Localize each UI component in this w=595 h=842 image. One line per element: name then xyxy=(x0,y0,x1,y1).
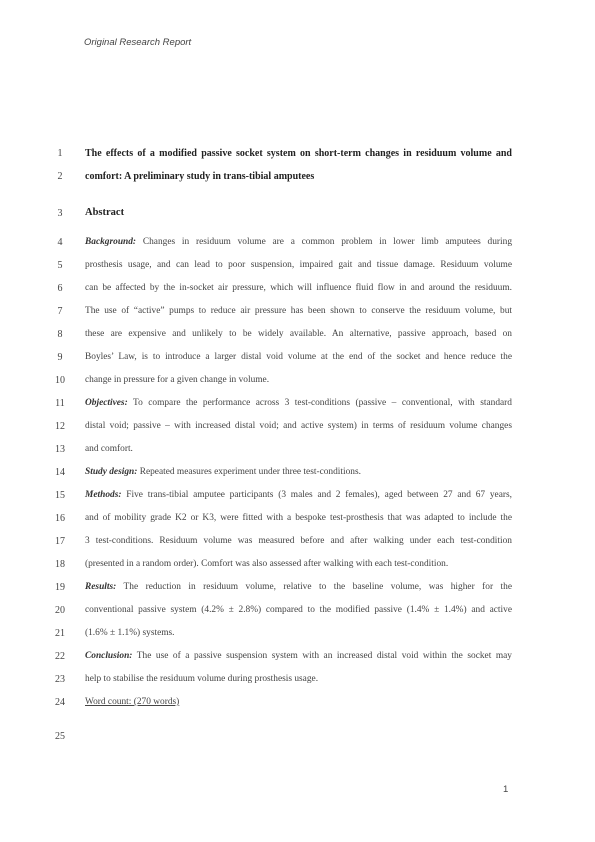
background-line: can be affected by the in-socket air pressure, which will influence fluid flow in and around the residuum. xyxy=(85,283,512,293)
methods-text: Five trans-tibial amputee participants (3 males and 2 females), aged between 27 and 67 years, xyxy=(126,490,512,500)
objectives-text: To compare the performance across 3 test-conditions (passive – conventional, with standard xyxy=(133,398,512,408)
background-text: Changes in residuum volume are a common problem in lower limb amputees during xyxy=(142,237,513,247)
line-number: 7 xyxy=(57,306,63,317)
paper-title-line-2: comfort: A preliminary study in trans-tibial amputees xyxy=(85,171,315,182)
background-line: The use of “active” pumps to reduce air pressure has been shown to conserve the residuum volume, but xyxy=(85,306,512,316)
line-number: 8 xyxy=(57,329,63,340)
line-number: 3 xyxy=(57,208,63,219)
methods-line: 3 test-conditions. Residuum volume was measured before and after walking under each test-condition xyxy=(85,536,512,546)
line-number: 9 xyxy=(57,352,63,363)
objectives-line xyxy=(85,398,512,408)
background-line: these are expensive and unlikely to be widely available. An alternative, passive approach, based on xyxy=(85,329,512,339)
line-number: 4 xyxy=(57,237,63,248)
study-design-line xyxy=(85,467,512,477)
objectives-line: and comfort. xyxy=(85,444,133,454)
background-line: Boyles’ Law, is to introduce a larger distal void volume at the end of the socket and hence reduce the xyxy=(85,352,512,362)
line-number: 12 xyxy=(55,421,65,432)
objectives-line: distal void; passive – with increased distal void; and active system) in terms of residuum volume changes xyxy=(85,421,512,431)
background-line: change in pressure for a given change in volume. xyxy=(85,375,270,385)
line-number: 16 xyxy=(55,513,65,524)
line-number: 10 xyxy=(55,375,65,386)
running-header: Original Research Report xyxy=(84,37,192,48)
line-number: 15 xyxy=(55,490,65,501)
word-count: Word count: (270 words) xyxy=(85,697,180,707)
abstract-heading: Abstract xyxy=(85,207,125,218)
line-number: 23 xyxy=(55,674,65,685)
line-number: 21 xyxy=(55,628,65,639)
objectives-label: Objectives: xyxy=(85,398,128,408)
line-number: 19 xyxy=(55,582,65,593)
results-label: Results: xyxy=(85,582,117,592)
results-text: The reduction in residuum volume, relative to the baseline volume, was higher for the xyxy=(123,582,512,592)
paper-title-line-1: The effects of a modified passive socket system on short-term changes in residuum volume and xyxy=(85,148,512,159)
study-design-label: Study design: xyxy=(85,467,138,477)
methods-line: (presented in a random order). Comfort was also assessed after walking with each test-condition. xyxy=(85,559,449,569)
conclusion-line: help to stabilise the residuum volume during prosthesis usage. xyxy=(85,674,319,684)
line-number: 18 xyxy=(55,559,65,570)
results-line xyxy=(85,582,512,592)
page-number: 1 xyxy=(503,784,509,795)
line-number: 6 xyxy=(57,283,63,294)
line-number: 20 xyxy=(55,605,65,616)
line-number: 2 xyxy=(57,171,63,182)
background-line xyxy=(85,237,512,247)
background-label: Background: xyxy=(85,237,137,247)
line-number: 22 xyxy=(55,651,65,662)
conclusion-text: The use of a passive suspension system with an increased distal void within the socket may xyxy=(136,651,512,661)
line-number: 14 xyxy=(55,467,65,478)
results-line: conventional passive system (4.2% ± 2.8%) compared to the modified passive (1.4% ± 1.4%) and active xyxy=(85,605,512,615)
line-number: 11 xyxy=(55,398,65,409)
methods-line: and of mobility grade K2 or K3, were fitted with a bespoke test-prosthesis that was adapted to include the xyxy=(85,513,512,523)
line-number: 25 xyxy=(55,731,65,742)
results-line: (1.6% ± 1.1%) systems. xyxy=(85,628,175,638)
background-line: prosthesis usage, and can lead to poor suspension, impaired gait and tissue damage. Residuum volume xyxy=(85,260,512,270)
methods-line xyxy=(85,490,512,500)
methods-label: Methods: xyxy=(85,490,122,500)
line-number: 13 xyxy=(55,444,65,455)
line-number: 5 xyxy=(57,260,63,271)
line-number: 24 xyxy=(55,697,65,708)
line-number: 1 xyxy=(57,148,63,159)
study-design-text: Repeated measures experiment under three test-conditions. xyxy=(139,467,361,477)
conclusion-label: Conclusion: xyxy=(85,651,133,661)
line-number: 17 xyxy=(55,536,65,547)
conclusion-line xyxy=(85,651,512,661)
